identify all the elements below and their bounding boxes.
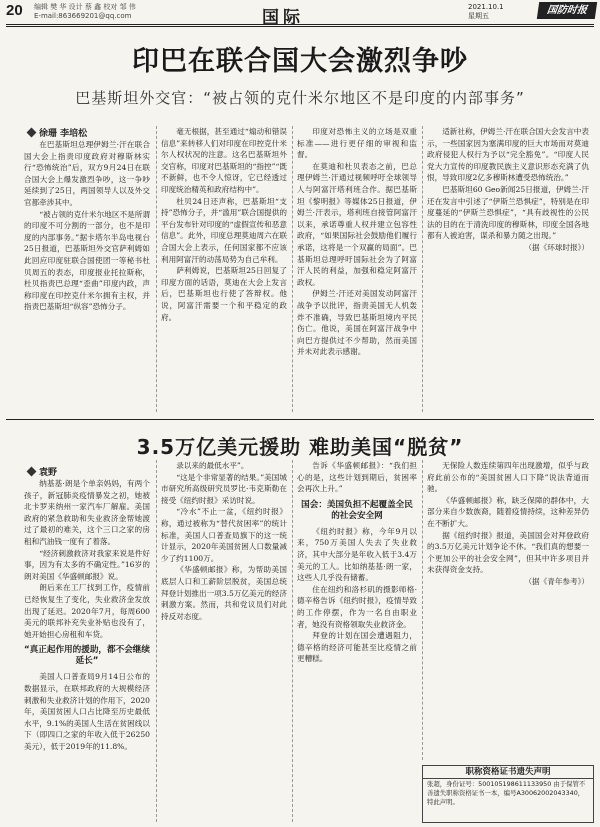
article2-headline: 3.5万亿美元援助 难助美国“脱贫” — [136, 435, 464, 459]
article1-column-4 — [427, 126, 589, 414]
paragraph: 《纽约时报》称，今年9月以来，750万美国人失去了失业救济，其中大部分是年收入低于3.4万美元的工人。比如纳基基·朗一家，这些人几乎没有储蓄。 — [297, 526, 417, 583]
article1-byline — [28, 126, 87, 139]
column-divider — [292, 126, 293, 412]
paragraph: 拜登的计划在国会遭遇阻力，德辛格的经济可能甚至比疫情之前更糟糕。 — [297, 631, 417, 664]
column-divider — [422, 126, 423, 412]
byline-diamond-icon — [27, 467, 37, 477]
article2-column-3 — [297, 460, 417, 822]
lost-certificate-notice — [422, 765, 594, 823]
paragraph: “经济刺激救济对我家来说是件好事，因为有太多的不确定性。”16岁的朗对美国《华盛顿邮报》说。 — [24, 548, 150, 581]
article2-author: 袁野 — [39, 468, 58, 478]
column-divider — [292, 460, 293, 822]
paragraph: 纳基基·朗是个单亲妈妈，有两个孩子，新冠肺炎疫情暴发之初，她被北卡罗来纳州一家汽车厂解雇。美国政府的紧急救助和失业救济金帮她渡过了最初的难关，这个三口之家的房租和汽油钱一度有了着落。 — [24, 479, 150, 546]
paragraph: 录以来的最低水平”。 — [176, 461, 249, 470]
weekday: 星期五 — [468, 12, 489, 20]
article1-credit: （据《环球时报》） — [524, 242, 589, 252]
paragraph: “被占领的克什米尔地区不是所谓的印度不可分割的一部分，也不是印度的内部事务。”据卡塔尔半岛电视台25日报道，巴基斯坦外交官萨利姆如此回应印度驻联合国使团一等秘书杜贝周五的表态，印度报业托拉斯称，杜贝指责巴总理“歪曲”印度内政，声称印度在印控克什米尔拥有主权，并指责巴基斯坦“纵容”恐怖分子。 — [24, 209, 150, 312]
article1-headline: 印巴在联合国大会激烈争吵 — [132, 46, 468, 77]
article-separator — [6, 419, 594, 420]
article2-column-2 — [161, 460, 287, 822]
editor-email: E-mail:863669201@qq.com — [34, 12, 132, 20]
article1-subheadline: 巴基斯坦外交官：“被占领的克什米尔地区不是印度的内部事务” — [75, 89, 525, 107]
paragraph: 杜贝24日还声称，巴基斯坦“支持”恐怖分子，并“滥用”联合国提供的平台发布针对印度的“虚假宣传和恶意信息”。此外，印度总理莫迪周六在联合国大会上表示，任何国家都不应该利用阿富汗的动荡局势为自己牟利。 — [161, 196, 287, 264]
article1-authors: 徐珊 李培松 — [39, 129, 88, 139]
date: 2021.10.1 — [468, 3, 504, 11]
masthead — [0, 0, 600, 28]
paragraph: 无保险人数连续第四年出现激增，似乎与政府此前公布的“美国贫困人口下降”说法背道而驰。 — [427, 461, 589, 494]
paragraph: 住在纽约和洛杉矶的摄影师格·德辛格告诉《纽约时报》，疫情导致的工作停摆，作为一名自由职业者，她没有资格领取失业救济金。 — [297, 584, 417, 629]
paragraph: 印度对恐怖主义的立场是双重标准——进行更仔细的审视和监督。 — [297, 127, 417, 160]
article2-byline — [28, 465, 57, 478]
paragraph: 在莫迪和杜贝表态之前，巴总理伊姆兰·汗通过视频呼吁全球领导人与阿富汗塔利班合作。据巴基斯坦《黎明报》等媒体25日报道，伊姆兰·汗表示，塔利班自接管阿富汗以来，承诺尊重人权并建立包容性政府，“如果国际社会鼓励他们履行承诺，这将是一个双赢的局面”。巴基斯坦总理呼吁国际社会为了阿富汗人民的利益，加强和稳定阿富汗政权。 — [297, 161, 417, 287]
byline-diamond-icon — [27, 128, 37, 138]
column-divider — [156, 460, 157, 822]
paragraph: 毫无根据，甚至通过“煽动和错误信息”来转移人们对印度在印控克什米尔人权状况的注意。这名巴基斯坦外交官称，印度对巴基斯坦的“指控”“既不新鲜，也不令人惊讶，它已经透过印度统治精英和政府结构中”。 — [161, 127, 287, 194]
issue-date — [468, 3, 504, 21]
editor-info — [34, 3, 144, 21]
paragraph: “这是个非常显著的结果。”美国城市研究所高级研究员罗比·韦克斯勒在接受《纽约时报》采访时说。 — [161, 472, 287, 505]
page-number: 20 — [6, 2, 23, 19]
article1-column-2 — [161, 126, 287, 414]
column-divider — [156, 126, 157, 412]
paragraph: 在巴基斯坦总理伊姆兰·汗在联合国大会上指责印度政府对穆斯林实行“恐怖统治”后，双方9月24日在联合国大会上爆发激烈争吵，这一争吵延续到了25日，两国领导人以及外交官都牵涉其中。 — [24, 140, 150, 207]
paragraph: 据《纽约时报》报道，美国国会对拜登政府的3.5万亿美元计划争论不休。“我们真的想要一个更加公平的社会安全网”，但其中许多项目并未获得资金支持。 — [427, 530, 589, 575]
paragraph: 告诉《华盛顿邮报》：“我们担心的是，这些计划到期后，贫困率会再次上升。” — [297, 461, 417, 494]
paragraph: 萨利姆说，巴基斯坦25日回复了印度方面的话语，莫迪在大会上发言后，巴基斯坦也行使了答辩权。他说，阿富汗需要一个和平稳定的政府。 — [161, 266, 287, 322]
newspaper-logo: 国防时报 — [537, 2, 597, 19]
paragraph: 伊姆兰·汗还对美国发动阿富汗战争予以批评，指责美国无人机轰炸不准确，导致巴基斯坦境内平民伤亡。他说，美国在阿富汗战争中向巴方提供过不少帮助，然而美国并未对此表示感谢。 — [297, 289, 417, 357]
masthead-rule — [6, 24, 594, 25]
paragraph: 巴基斯坦60 Geo新闻25日报道，伊姆兰·汗还在发言中引述了“伊斯兰恐惧症”，特别是在印度蔓延的“伊斯兰恐惧症”，“具有歧视性的公民法的目的在于清洗印度的穆斯林，印度全国各地都有人被迫害，谋杀和暴力随之出现。” — [427, 184, 589, 241]
paragraph: 适新社称，伊姆兰·汗在联合国大会发言中表示，一些国家因为塞满印度的巨大市场而对莫迪政府侵犯人权行为予以“完全豁免”。“印度人民党大力宣传的印度教民族主义意识形态充满了仇恨，导致印度2亿多穆斯林遭受恐怖统治。” — [427, 127, 589, 183]
article1-column-3 — [297, 126, 417, 414]
paragraph: 《华盛顿邮报》称，为帮助美国底层人口和工薪阶层脱贫，美国总统拜登计划推出一项3.5万亿美元的经济刺激方案。然而，共和党议员们对此持反对态度。 — [161, 565, 287, 621]
masthead-rule-thin — [6, 26, 594, 27]
paragraph: 美国人口普查局9月14日公布的数据显示，在联邦政府的大规模经济刺激和失业救济计划的作用下，2020年，美国贫困人口占比降至历史最低水平，9.1%的美国人生活在贫困线以下（即四口之家的年收入低于26250美元），低于2019年的11.8%。 — [24, 672, 150, 751]
paragraph: 朗后来在工厂找到工作，疫情前已经恢复生了变化，失业救济金发放出现了延迟。2020年7月，每周600美元的联邦补充失业补贴也没有了，她开始担心房租和车贷。 — [24, 583, 150, 639]
article2-column-1 — [24, 478, 150, 822]
article2-column-4 — [427, 460, 589, 760]
article1-column-1 — [24, 139, 150, 414]
column-divider — [422, 460, 423, 760]
notice-body: 张超，身份证号：500105198611133950 由于保管不善遗失职称资格证书一本，编号A30062002043340，特此声明。 — [427, 780, 586, 806]
article2-subhead-1: “真正起作用的援助，都不会继续延长” — [24, 645, 150, 667]
article2-subhead-2: 国会：美国负担不起覆盖全民的社会安全网 — [301, 499, 413, 521]
section-name: 国际 — [262, 8, 304, 28]
paragraph: 《华盛顿邮报》称，缺乏保障的群体中，大部分来自少数族裔，随着疫情持续，这种差异仍在不断扩大。 — [427, 495, 589, 528]
paragraph: “冷水”不止一盆，《纽约时报》称，通过被称为“替代贫困率”的统计标准，美国人口普查局旗下的这一统计显示，2020年美国贫困人口数量减少了约1100万。 — [161, 507, 287, 563]
article2-credit: （据《青年参考》） — [524, 576, 589, 586]
notice-title: 职称资格证书遗失声明 — [423, 766, 593, 779]
editor-credits: 编辑 樊 华 设计 蔡 鑫 校对 邹 伟 — [34, 3, 136, 11]
